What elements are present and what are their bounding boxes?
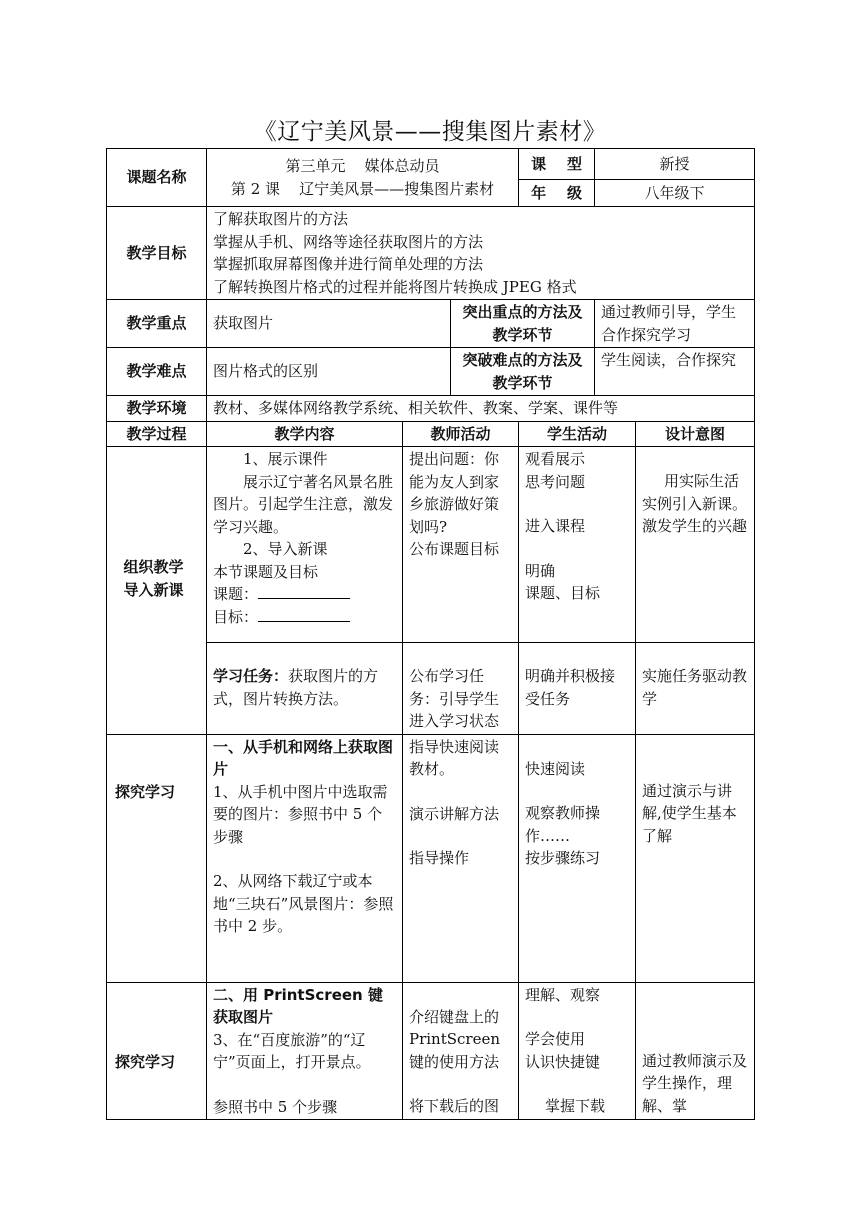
student-activity: 快速阅读 bbox=[525, 759, 586, 778]
student-activity: 学会使用 bbox=[525, 1030, 586, 1048]
key-method-label: 突出重点的方法及教学环节 bbox=[451, 300, 595, 348]
type-label: 课 型 bbox=[519, 149, 595, 180]
stage-3-label: 探究学习 bbox=[107, 982, 207, 1120]
content-item: 参照书中 5 个步骤 bbox=[213, 1097, 338, 1116]
goals-list bbox=[207, 207, 755, 300]
student-activity: 理解、观察 bbox=[525, 985, 601, 1004]
student-activity: 观看展示 bbox=[525, 450, 586, 468]
teacher-activity: 提出问题：你能为友人到家乡旅游做好策划吗? bbox=[409, 450, 500, 536]
goal-item: 掌握从手机、网络等途径获取图片的方法 bbox=[213, 232, 484, 251]
content-item: 本节课题及目标 bbox=[213, 562, 319, 581]
difficulty-method-value: 学生阅读，合作探究 bbox=[595, 348, 755, 396]
design-intent: 通过教师演示及学生操作，理解、掌 bbox=[642, 1051, 748, 1115]
grade-value: 八年级下 bbox=[595, 180, 755, 207]
student-activity: 课题、目标 bbox=[525, 584, 601, 602]
grade-label: 年 级 bbox=[519, 180, 595, 207]
teacher-activity: 公布课题目标 bbox=[409, 540, 500, 558]
student-activity: 掌握下载 bbox=[545, 1097, 606, 1115]
section-heading: 二、用 PrintScreen 键获取图片 bbox=[213, 985, 383, 1026]
content-item: 1、从手机中图片中选取需要的图片：参照书中 5 个步骤 bbox=[213, 782, 388, 846]
design-intent: 通过演示与讲解,使学生基本了解 bbox=[642, 781, 737, 845]
process-header-student: 学生活动 bbox=[519, 421, 636, 447]
stage-3-content bbox=[207, 982, 403, 1120]
goal-item: 了解转换图片格式的过程并能将图片转换成 JPEG 格式 bbox=[213, 277, 577, 296]
stage-1-task bbox=[207, 643, 403, 735]
key-method-value: 通过教师引导，学生合作探究学习 bbox=[595, 300, 755, 348]
content-item: 2、导入新课 bbox=[243, 540, 328, 558]
stage-2-intent bbox=[636, 734, 755, 982]
document-title: 《辽宁美风景——搜集图片素材》 bbox=[253, 119, 607, 145]
goals-label: 教学目标 bbox=[107, 207, 207, 300]
difficulty-label: 教学难点 bbox=[107, 348, 207, 396]
stage-3-intent bbox=[636, 982, 755, 1120]
student-activity: 进入课程 bbox=[525, 517, 586, 535]
stage-1-content bbox=[207, 447, 403, 643]
content-item: 1、展示课件 bbox=[243, 450, 328, 468]
student-activity: 明确 bbox=[525, 561, 556, 580]
stage-1-label bbox=[107, 447, 207, 735]
type-value: 新授 bbox=[595, 149, 755, 180]
topic-label: 课题名称 bbox=[107, 149, 207, 207]
stage-2-label: 探究学习 bbox=[107, 734, 207, 982]
key-point-value: 获取图片 bbox=[207, 300, 451, 348]
goal-item: 掌握抓取屏幕图像并进行简单处理的方法 bbox=[213, 255, 484, 273]
stage-1-student bbox=[519, 447, 636, 643]
stage-1-teacher bbox=[403, 447, 519, 643]
stage-1-student-task: 明确并积极接受任务 bbox=[519, 643, 636, 735]
lesson-plan-table bbox=[106, 148, 755, 1120]
stage-1-teacher-task: 公布学习任务：引导学生进入学习状态 bbox=[403, 643, 519, 735]
topic-value bbox=[207, 149, 519, 207]
difficulty-method-label: 突破难点的方法及教学环节 bbox=[451, 348, 595, 396]
student-activity: 认识快捷键 bbox=[525, 1052, 601, 1071]
content-item: 2、从网络下载辽宁或本地“三块石”风景图片：参照书中 2 步。 bbox=[213, 872, 394, 935]
process-header-stage: 教学过程 bbox=[107, 421, 207, 447]
topic-line-2: 第 2 课 辽宁美风景——搜集图片素材 bbox=[230, 179, 495, 198]
teacher-activity: 介绍键盘上的 PrintScreen 键的使用方法 bbox=[409, 1007, 501, 1071]
key-point-label: 教学重点 bbox=[107, 300, 207, 348]
environment-value: 教材、多媒体网络教学系统、相关软件、教案、学案、课件等 bbox=[207, 396, 755, 422]
stage-3-teacher bbox=[403, 982, 519, 1120]
environment-label: 教学环境 bbox=[107, 396, 207, 422]
goal-blank-label: 目标： bbox=[213, 607, 259, 626]
teacher-activity: 将下载后的图 bbox=[409, 1097, 500, 1115]
task-label: 学习任务： bbox=[213, 667, 289, 685]
student-activity: 观察教师操作…… bbox=[525, 804, 601, 845]
student-activity: 按步骤练习 bbox=[525, 849, 601, 867]
teacher-activity: 指导操作 bbox=[409, 849, 470, 867]
section-heading: 一、从手机和网络上获取图片 bbox=[213, 737, 394, 778]
topic-blank-line bbox=[258, 583, 350, 599]
stage-2-content bbox=[207, 734, 403, 982]
goal-item: 了解获取图片的方法 bbox=[213, 210, 349, 228]
stage-1-intent-task: 实施任务驱动教学 bbox=[636, 643, 755, 735]
topic-blank-label: 课题： bbox=[213, 585, 259, 603]
topic-line-1: 第三单元 媒体总动员 bbox=[285, 157, 440, 175]
difficulty-value: 图片格式的区别 bbox=[207, 348, 451, 396]
teacher-activity: 指导快速阅读教材。 bbox=[409, 737, 500, 778]
content-item: 展示辽宁著名风景名胜图片。引起学生注意，激发学习兴趣。 bbox=[213, 472, 394, 536]
process-header-intent: 设计意图 bbox=[636, 421, 755, 447]
stage-2-student bbox=[519, 734, 636, 982]
process-header-content: 教学内容 bbox=[207, 421, 403, 447]
content-item: 3、在“百度旅游”的“辽宁”页面上，打开景点。 bbox=[213, 1030, 371, 1071]
stage-3-student bbox=[519, 982, 636, 1120]
task-text: 获取图片的方式，图片转换方法。 bbox=[213, 667, 379, 708]
goal-blank-line bbox=[258, 606, 350, 622]
stage-1-intent bbox=[636, 447, 755, 643]
design-intent: 用实际生活实例引入新课。激发学生的兴趣 bbox=[642, 472, 748, 535]
stage-1-label-text: 组织教学导入新课 bbox=[123, 558, 184, 599]
process-header-teacher: 教师活动 bbox=[403, 421, 519, 447]
student-activity: 思考问题 bbox=[525, 472, 586, 491]
stage-2-teacher bbox=[403, 734, 519, 982]
teacher-activity: 演示讲解方法 bbox=[409, 804, 500, 823]
